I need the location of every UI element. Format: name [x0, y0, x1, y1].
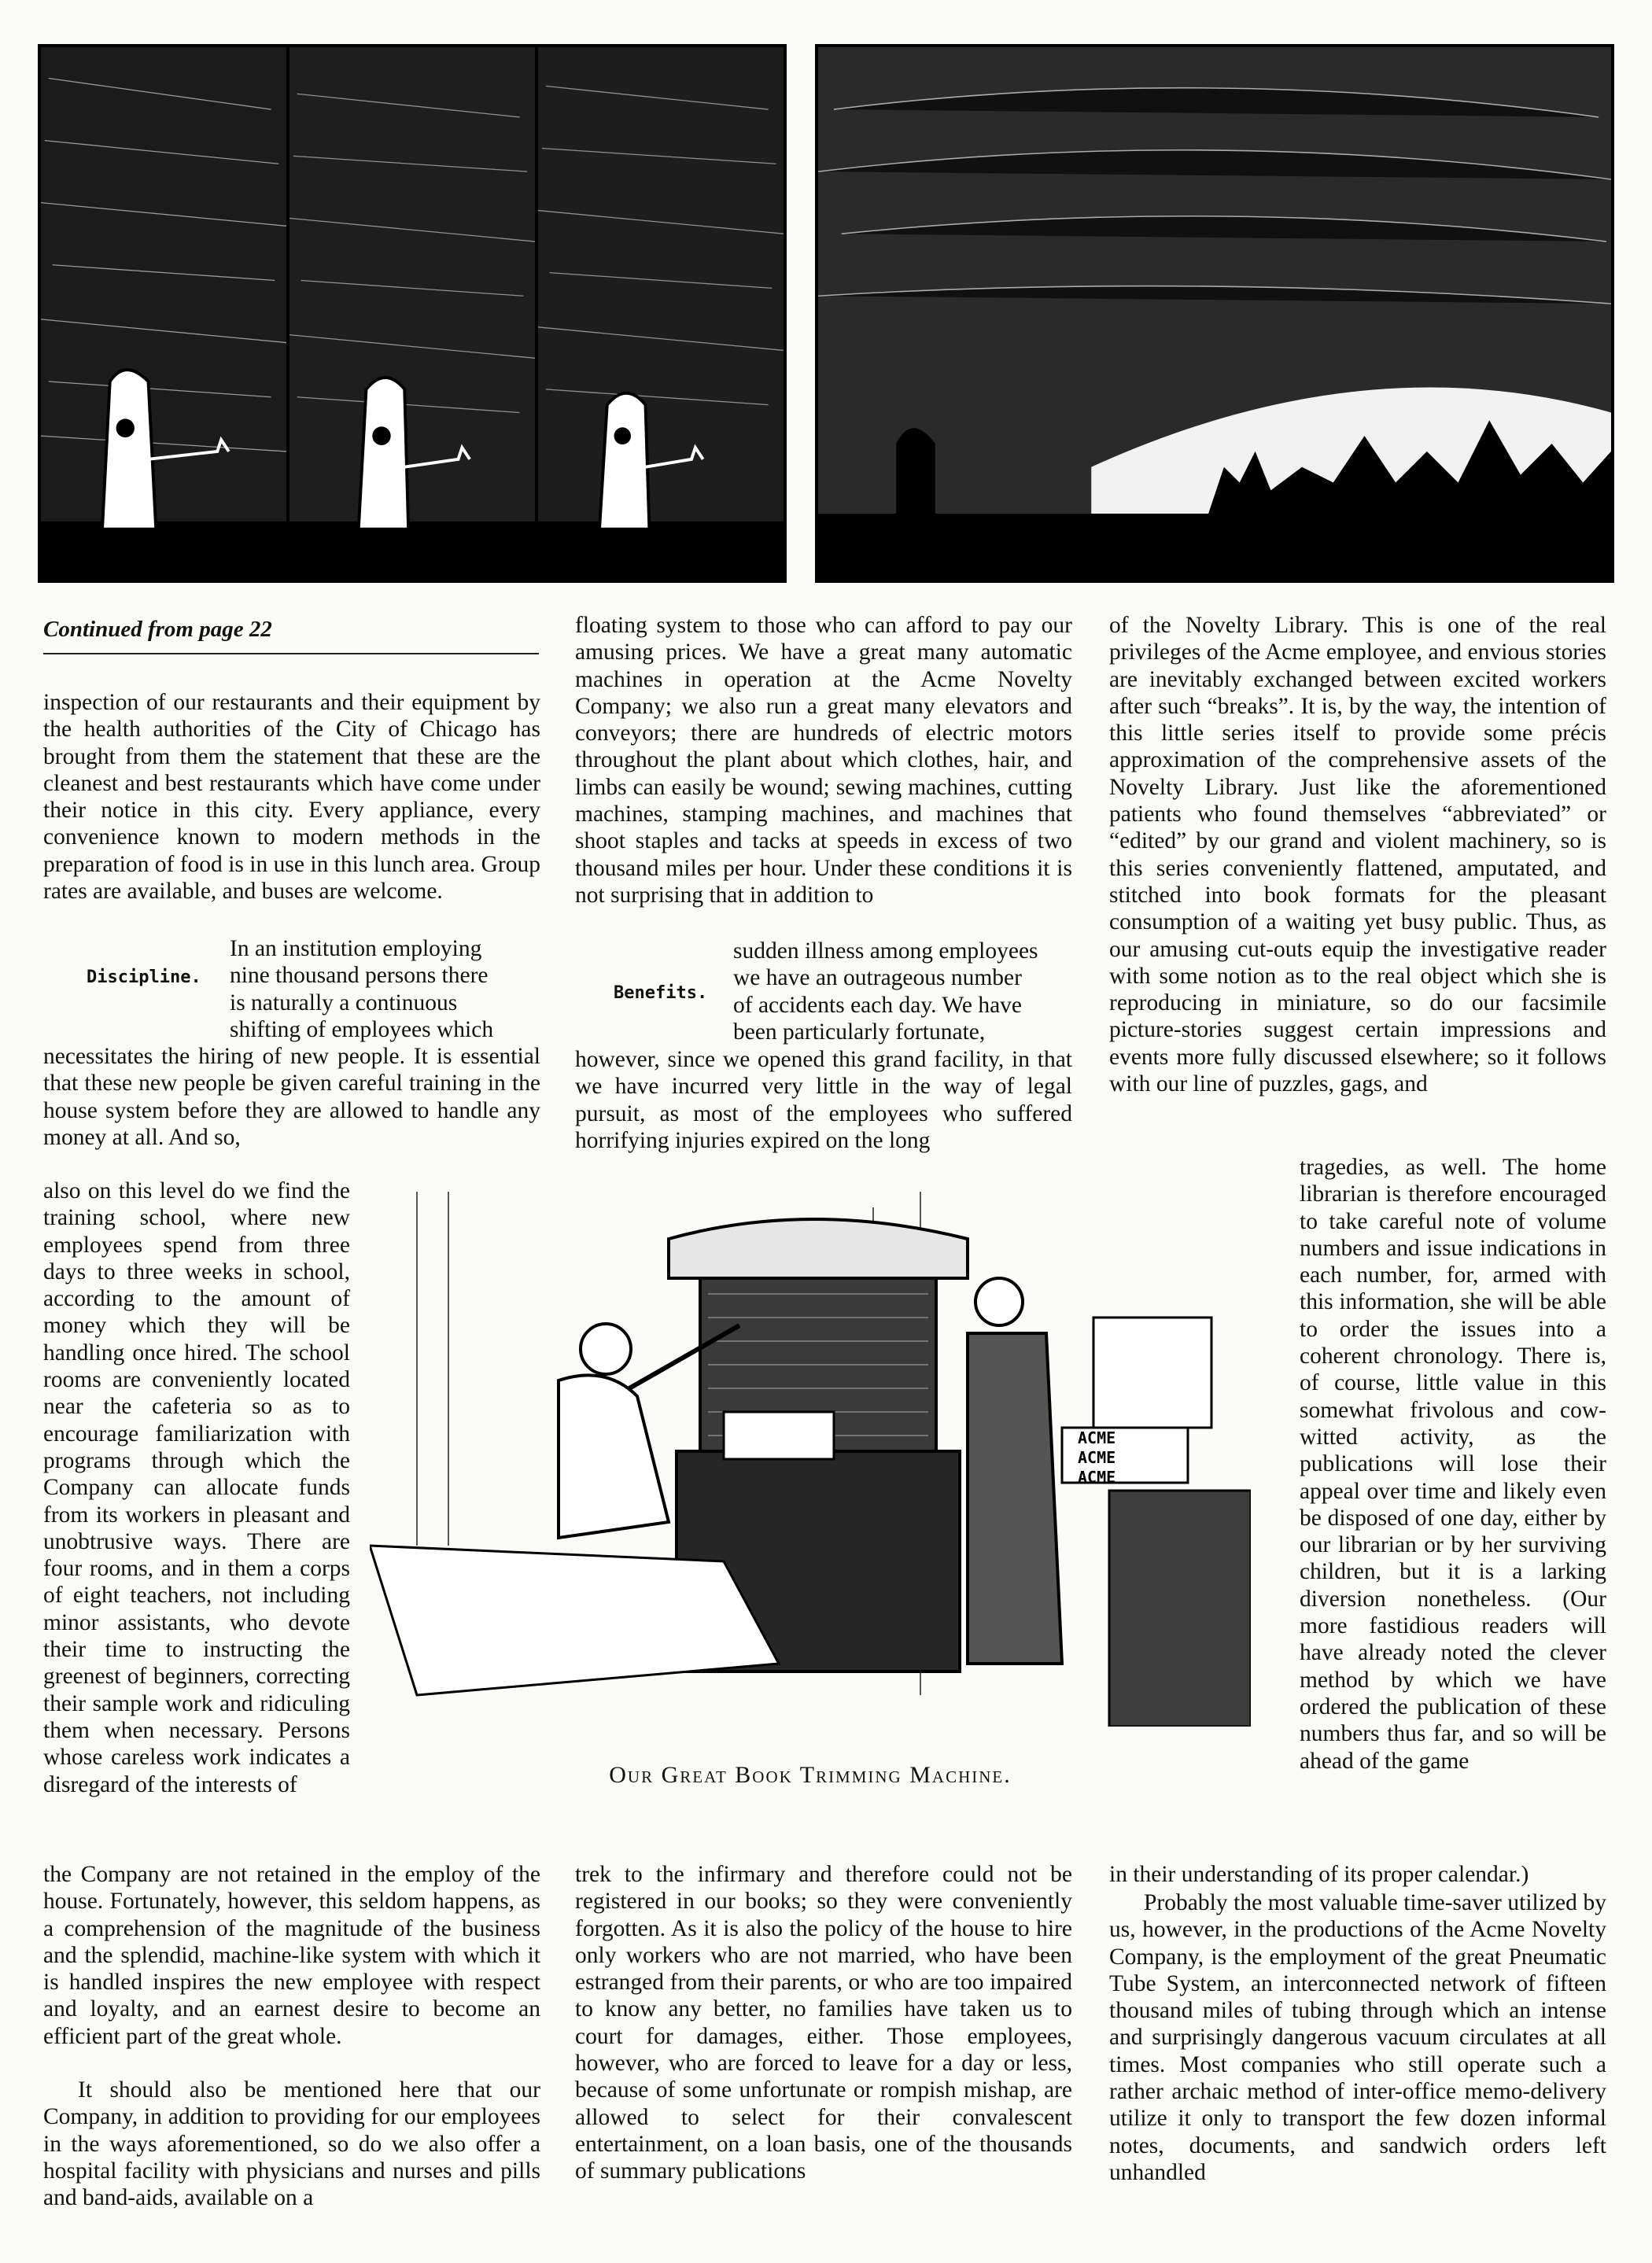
discipline-heading: Discipline. — [87, 967, 201, 987]
comic-panel-3 — [535, 44, 787, 583]
column1-narrow — [43, 1178, 350, 1798]
text-block: It should also be mentioned here that our Company, in addition to providing for our employees in the ways aforementioned, so do we also offer a hospital facility with physicians and nurses and pills and band-aids, available on a — [43, 2077, 540, 2211]
comic-panel-1 — [38, 44, 289, 583]
text-block: inspection of our restaurants and their equipment by the health authorities of the City of Chicago has brought from them the statement that these are the cleanest and best restaurants which have come under their notice in this city. Every appliance, every convenience known to modern methods in the preparation of food is in use in this lunch area. Group rates are available, and buses are welcome. — [43, 690, 540, 905]
text-line: been particularly fortunate, — [733, 1019, 986, 1045]
text-block: also on this level do we find the training school, where new employees spend from three days to three weeks in school, according to the amount of money which they will be handling once hired. The school rooms are conveniently located near the cafeteria so as to encourage familiarization with programs through which the Company can allocate funds from its workers in pleasant and unobtrusive ways. There are four rooms, and in them a corps of eight teachers, not including minor assistants, who devote their time to instructing the greenest of beginners, correcting their sample work and ridiculing them when necessary. Persons whose careless work indicates a disregard of the interests of — [43, 1178, 350, 1797]
box-label: ACME — [1078, 1448, 1116, 1467]
text-line: of accidents each day. We have — [733, 992, 1023, 1018]
text-block: however, since we opened this grand facility, in that we have incurred very little in the way of legal pursuit, as most of the employees who suffered horrifying injuries expired on the long — [575, 1047, 1072, 1153]
comic-strip — [38, 44, 1614, 583]
text-block: floating system to those who can afford to pay our amusing prices. We have a great many automatic machines in operation at the Acme Novelty Company; we also run a great many elevators and conveyors; there are hundreds of electric motors throughout the plant about which clothes, hair, and limbs can easily be wound; sewing machines, cutting machines, stamping machines, and machines that shoot staples and tacks at speeds in excess of two thousand miles per hour. Under these conditions it is not surprising that in addition to — [575, 613, 1072, 908]
discipline-lines — [230, 935, 540, 1043]
text-block: of the Novelty Library. This is one of the real privileges of the Acme employee, and envious stories are inevitably exchanged between excited workers after such “breaks”. It is, by the way, the intention of this little series itself to provide some précis approximation of the comprehensive assets of the Novelty Library. Just like the aforementioned patients who found themselves “abbreviated” or “edited” by our grand and violent machinery, so is this series conveniently flattened, amputated, and stitched into book formats for the pleasant consumption of a waiting yet busy public. Thus, as our amusing cut-outs equip the investigative reader with some notion as to the real object which she is reproducing in miniature, so do our facsimile picture-stories suggest certain impressions and events more fully discussed elsewhere; so it follows with our line of puzzles, gags, and — [1109, 613, 1606, 1097]
column2-para1 — [575, 612, 1072, 909]
text-block: tragedies, as well. The home librarian is therefore encouraged to take careful note of volume numbers and issue indications in each number, for, armed with this information, she will be able to order the issues into a coherent chronology. There is, of course, little value in this somewhat frivolous and cow-witted activity, as the publications will lose their appeal over time and likely even be disposed of one day, either by our librarian or by her surviving children, but it is a larking diversion nonetheless. (Our more fastidious readers will have already noted the clever method by which we have ordered the publication of these numbers thus far, and so will be ahead of the game — [1300, 1155, 1606, 1774]
text-line: In an institution employing — [230, 936, 482, 961]
column2-para3 — [575, 1861, 1072, 2185]
comic-panel-4 — [815, 44, 1614, 583]
text-block: trek to the infirmary and therefore could not be registered in our books; so they were conveniently forgotten. As it is also the policy of the house to hire only workers who are not married, who have been estranged from their parents, or who are too impaired to know any better, no families have taken us to court for damages, either. Those employees, however, who are forced to leave for a day or less, because of some unfortunate or rompish mishap, are allowed to select for their convalescent entertainment, on a loan basis, one of the thousands of summary publications — [575, 1862, 1072, 2184]
column1-para1 — [43, 689, 540, 905]
benefits-heading: Benefits. — [614, 983, 708, 1003]
column3-para3 — [1109, 1889, 1606, 2186]
text-line: we have an outrageous number — [733, 965, 1022, 991]
text-block: the Company are not retained in the employ of the house. Fortunately, however, this seldom happens, as a comprehension of the magnitude of the business and the splendid, machine-like system with which it is handled inspires the new employee with respect and loyalty, and an earnest desire to become an efficient part of the great whole. — [43, 1862, 540, 2049]
text-line: shifting of employees which — [230, 1016, 494, 1042]
column3-narrow — [1300, 1154, 1606, 1775]
column1-para3 — [43, 1861, 540, 2050]
illustration-caption: Our Great Book Trimming Machine. — [609, 1762, 1012, 1788]
book-trimming-machine-illustration — [370, 1192, 1251, 1727]
text-block: Probably the most valuable time-saver utilized by us, however, in the productions of the Acme Novelty Company, is the employment of the great Pneumatic Tube System, an interconnected network of fifteen thousand miles of tubing through which an intense and surprisingly dangerous vacuum circulates at all times. Most companies who still operate such a rather archaic method of inter-office memo-delivery utilize it only to transport the few dozen informal notes, documents, and sandwich orders left unhandled — [1109, 1890, 1606, 2185]
text-line: nine thousand persons there — [230, 963, 489, 989]
column1-para4 — [43, 2077, 540, 2211]
box-label: ACME — [1078, 1468, 1116, 1487]
column1-para2 — [43, 1043, 540, 1151]
comic-panel-2 — [286, 44, 538, 583]
text-block: in their understanding of its proper calendar.) — [1109, 1862, 1529, 1887]
text-block: necessitates the hiring of new people. It is essential that these new people be given careful training in the house system before they are allowed to handle any money at all. And so, — [43, 1044, 540, 1150]
text-line: sudden illness among employees — [733, 938, 1038, 964]
benefits-lines — [733, 938, 1073, 1045]
column3-para1 — [1109, 612, 1606, 1097]
continued-rule — [43, 653, 539, 654]
box-label: ACME — [1078, 1428, 1116, 1447]
continued-note: Continued from page 22 — [43, 617, 272, 642]
text-line: is naturally a continuous — [230, 990, 458, 1015]
column3-para2 — [1109, 1861, 1606, 1888]
column2-para2 — [575, 1046, 1072, 1154]
